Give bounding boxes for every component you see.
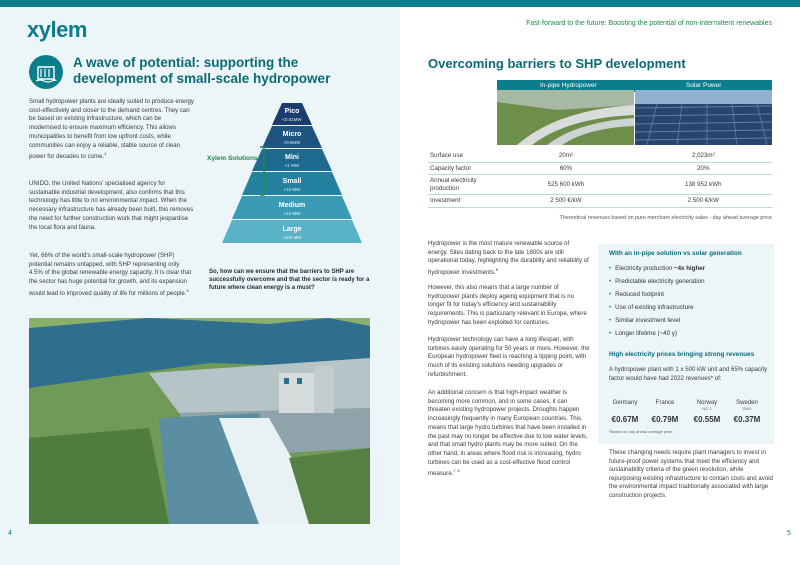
bullet-icon: •	[609, 291, 612, 298]
bullet-icon: •	[609, 265, 612, 272]
list-item: • Longer lifetime (~40 y)	[609, 330, 677, 337]
footnote-mark: 7	[453, 468, 456, 474]
row-value-solar: 20%	[635, 162, 772, 175]
pyramid-range-pico: <0.01MW	[282, 117, 302, 122]
pyramid-level-large: Large	[282, 226, 302, 233]
comparison-table	[428, 150, 772, 208]
table-row	[428, 162, 772, 175]
row-value-hydro: 20m²	[497, 150, 634, 162]
pyramid-level-micro: Micro	[282, 131, 302, 138]
row-label: Annual electricity production	[428, 175, 497, 195]
row-value-solar: 138 952 kWh	[635, 175, 772, 195]
country-france: France	[655, 400, 675, 406]
callout-question: So, how can we ensure that the barriers to SHP are successfully overcome and that the sector is ready for a future where clean energy is a must?	[209, 269, 370, 291]
closing-paragraph: These changing needs require plant managers to invest in future-proof power systems that meet the efficiency and sustainability criteria of the green revolution, while repurposing existing infrastructure to contain costs and avoid the environmental impact traditionally associated with large construction projects.	[609, 449, 773, 499]
pyramid-level-small: Small	[282, 178, 302, 185]
right-paragraph-2: However, this also means that a large number of hydropower plants deploy ageing equipment that is no longer fit for today's efficiency and sustainability requirements. This is particularly relevant in Europe, where hydropower has been exploited for centuries.	[428, 284, 587, 326]
dam-illustration	[29, 318, 370, 524]
hydropower-size-pyramid	[212, 103, 372, 243]
country-sweden: Sweden SW3	[736, 400, 758, 411]
bullet-icon: •	[609, 330, 612, 337]
xylem-logo: xylem	[27, 17, 87, 42]
top-accent-bar	[0, 0, 800, 7]
sidebox-title: With an in-pipe solution vs solar generation	[609, 250, 742, 257]
pyramid-side-label: Xylem Solutions	[207, 155, 258, 162]
sidebox-footnote: *Based on day ahead average price	[609, 429, 673, 434]
column-header-hydro: In-pipe Hydropower	[540, 82, 597, 89]
row-value-hydro: 525 600 kWh	[497, 175, 634, 195]
left-paragraph-1: Small hydropower plants are ideally suited to produce energy cost-effectively and closer to the demand centres. They can be based on existing infrastructure, which can be modernised to ensure maximum efficiency. This allows municipalities to benefit from low upfront costs, while communities can enjoy a reliable, stable source of clean power for decades to come.$^4$	[29, 98, 194, 161]
table-row	[428, 195, 772, 208]
revenue-france: €0.79M	[651, 415, 679, 424]
footnote-mark: 8	[457, 468, 460, 474]
revenue-norway: €0.55M	[693, 415, 721, 424]
list-item: • Use of existing infrastructure	[609, 304, 694, 311]
revenue-germany: €0.67M	[611, 415, 639, 424]
page-number-left: 4	[8, 530, 12, 537]
list-item: • Electricity production ~4x higher	[609, 265, 706, 272]
revenue-sweden: €0.37M	[733, 415, 761, 424]
bullet-icon: •	[609, 317, 612, 324]
pyramid-range-mini: <1 MW	[284, 163, 300, 168]
list-item: • Similar investment level	[609, 317, 681, 324]
pyramid-range-micro: <0.5MW	[283, 140, 301, 145]
list-item: • Predictable electricity generation	[609, 278, 705, 285]
table-row	[428, 175, 772, 195]
row-value-solar: 2 500 €/kW	[635, 195, 772, 208]
right-paragraph-4: An additional concern is that high-impact weather is becoming more common, and in some cases, it can threaten existing hydropower projects. Droughts happen increasingly frequently in many European countries. This means that large hydro turbines that have been installed in the past may no longer be effective due to low water levels, and that small hydro plants may be more suited. On the other hand, in areas where flood risk is increasing, hydro turbines can be used as a cost-effective flood control measure.$^7$ $^8$	[428, 389, 588, 478]
right-paragraph-3: Hydropower technology can have a long lifespan, with turbines easily operating for 50 years or more. However, the European hydropower fleet is reaching a tipping point, with much of its existing solutions needing upgrades or refurbishment.	[428, 336, 590, 378]
footnote-mark: 6	[495, 267, 498, 273]
row-value-hydro: 2 500 €/kW	[497, 195, 634, 208]
row-label: Capacity factor	[428, 162, 497, 175]
footnote-mark: 4	[104, 151, 107, 157]
left-page-title: A wave of potential: supporting the development of small-scale hydropower	[73, 55, 331, 86]
pyramid-level-mini: Mini	[285, 154, 299, 161]
running-header: Fast-forward to the future: Boosting the potential of non-intermittent renewables	[526, 20, 772, 27]
pyramid-level-medium: Medium	[278, 202, 306, 209]
page-number-right: 5	[787, 530, 791, 537]
sidebox-panel	[598, 244, 774, 444]
country-norway: Norway NO 1	[696, 400, 718, 411]
pyramid-level-pico: Pico	[284, 108, 300, 115]
comparison-photos	[497, 90, 772, 145]
left-paragraph-3: Yet, 66% of the world's small-scale hydropower (SHP) potential remains untapped, with SHP representing only 4.5% of the global renewable energy capacity. It is clear that the sector has huge potential for growth, and its expansion would lead to improved quality of life for millions of people.$^5$	[29, 252, 192, 297]
row-label: Surface use	[428, 150, 497, 162]
country-germany: Germany	[612, 400, 638, 406]
footnote-mark: 5	[186, 287, 189, 293]
row-label: Investment	[428, 195, 497, 208]
sidebox-text: A hydropower plant with 1 x 500 kW unit and 65% capacity factor would have had 2022 revenues* of:	[609, 366, 768, 382]
pyramid-range-large: >100 MW	[282, 235, 302, 240]
left-paragraph-2: UNIDO, the United Nations' specialised agency for sustainable industrial development, also confirms that this technology has little to no environmental impact. When the necessary infrastructure has already been built, this removes the need for further construction work that might jeopardise the local flora and fauna.	[29, 180, 194, 231]
pyramid-range-small: <10 MW	[283, 187, 301, 192]
sidebox-title-2: High electricity prices bringing strong revenues	[609, 351, 755, 358]
row-value-solar: 2,023m²	[635, 150, 772, 162]
pyramid-range-medium: >10 MW	[283, 211, 301, 216]
bullet-icon: •	[609, 278, 612, 285]
column-header-solar: Solar Power	[686, 82, 722, 89]
right-paragraph-1: Hydropower is the most mature renewable source of energy. Sites dating back to the late 1800s are still operational today, highlighting the durability and reliability of hydropower investments.$^6$	[428, 240, 589, 277]
hydropower-dam-icon	[29, 55, 63, 89]
right-page-title: Overcoming barriers to SHP development	[428, 56, 686, 71]
list-item: • Reduced footprint	[609, 291, 665, 298]
table-row	[428, 150, 772, 162]
bullet-icon: •	[609, 304, 612, 311]
table-caption: Theoretical revenues based on pure merchant electricity sales - day ahead average price	[559, 215, 772, 221]
row-value-hydro: 60%	[497, 162, 634, 175]
